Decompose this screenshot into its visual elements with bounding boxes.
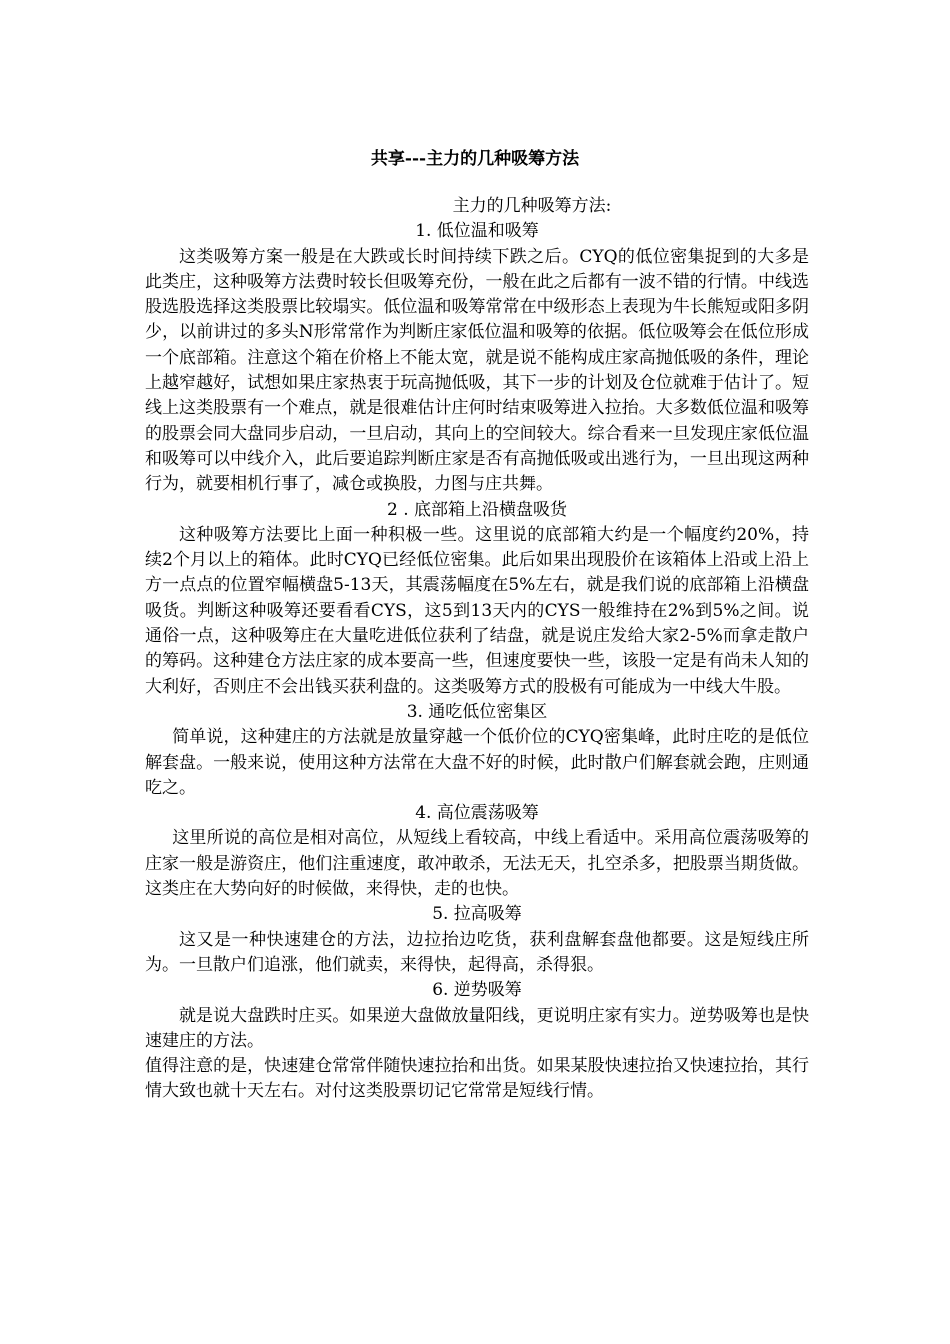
section-paragraph: 这又是一种快速建仓的方法，边拉抬边吃货，获利盘解套盘他都要。这是短线庄所为。一旦散户们追涨，他们就卖，来得快，起得高，杀得狠。: [145, 929, 809, 975]
section-paragraph: 这里所说的高位是相对高位，从短线上看较高，中线上看适中。采用高位震荡吸筹的庄家一般是游资庄，他们注重速度，敢冲敢杀，无法无天，扎空杀多，把股票当期货做。这类庄在大势向好的时候做，来得快，走的也快。: [145, 828, 809, 900]
section-heading: 1. 低位温和吸筹: [415, 221, 539, 242]
intro-line: 主力的几种吸筹方法:: [452, 196, 612, 216]
section-paragraph: 这种吸筹方法要比上面一种积极一些。这里说的底部箱大约是一个幅度约20%，持续2个月以上的箱体。此时CYQ已经低位密集。此后如果出现股价在该箱体上沿或上沿上方一点点的位置窄幅横盘5-13天，其震荡幅度在5%左右，就是我们说的底部箱上沿横盘吸货。判断这种吸筹还要看看CYS，这5到13天内的CYS一般维持在2%到5%之间。说通俗一点，这种吸筹庄在大量吃进低位获利了结盘，就是说庄发给大家2-5%而拿走散户的筹码。这种建仓方法庄家的成本要高一些，但速度要快一些，该股一定是有尚未人知的大利好，否则庄不会出钱买获利盘的。这类吸筹方式的股极有可能成为一中线大牛股。: [145, 524, 809, 697]
section-heading: 5. 拉高吸筹: [432, 904, 522, 925]
closing-paragraph: 值得注意的是，快速建仓常常伴随快速拉抬和出货。如果某股快速拉抬又快速拉抬，其行情大致也就十天左右。对付这类股票切记它常常是短线行情。: [145, 1056, 809, 1102]
section-paragraph: 这类吸筹方案一般是在大跌或长时间持续下跌之后。CYQ的低位密集捉到的大多是此类庄，这种吸筹方法费时较长但吸筹充份，一般在此之后都有一波不错的行情。中线选股选股选择这类股票比较塌实。低位温和吸筹常常在中级形态上表现为牛长熊短或阳多阴少，以前讲过的多头N形常常作为判断庄家低位温和吸筹的依据。低位吸筹会在低位形成一个底部箱。注意这个箱在价格上不能太宽，就是说不能构成庄家高抛低吸的条件，理论上越窄越好，试想如果庄家热衷于玩高抛低吸，其下一步的计划及仓位就难于估计了。短线上这类股票有一个难点，就是很难估计庄何时结束吸筹进入拉抬。大多数低位温和吸筹的股票会同大盘同步启动，一旦启动，其向上的空间较大。综合看来一旦发现庄家低位温和吸筹可以中线介入，此后要追踪判断庄家是否有高抛低吸或出逃行为，一旦出现这两种行为，就要相机行事了，减仓或换股，力图与庄共舞。: [145, 246, 809, 495]
section-heading: 4. 高位震荡吸筹: [415, 803, 539, 824]
document-title: 共享---主力的几种吸筹方法: [370, 149, 580, 169]
section-paragraph: 简单说，这种建庄的方法就是放量穿越一个低价位的CYQ密集峰，此时庄吃的是低位解套盘。一般来说，使用这种方法常在大盘不好的时候，此时散户们解套就会跑，庄则通吃之。: [145, 727, 809, 798]
section-heading: 2 . 底部箱上沿横盘吸货: [386, 499, 568, 520]
section-heading: 6. 逆势吸筹: [432, 980, 522, 1001]
document-body: [145, 194, 809, 1105]
section-paragraph: 就是说大盘跌时庄买。如果逆大盘做放量阳线，更说明庄家有实力。逆势吸筹也是快速建庄的方法。: [145, 1005, 809, 1051]
section-heading: 3. 通吃低位密集区: [406, 701, 548, 722]
